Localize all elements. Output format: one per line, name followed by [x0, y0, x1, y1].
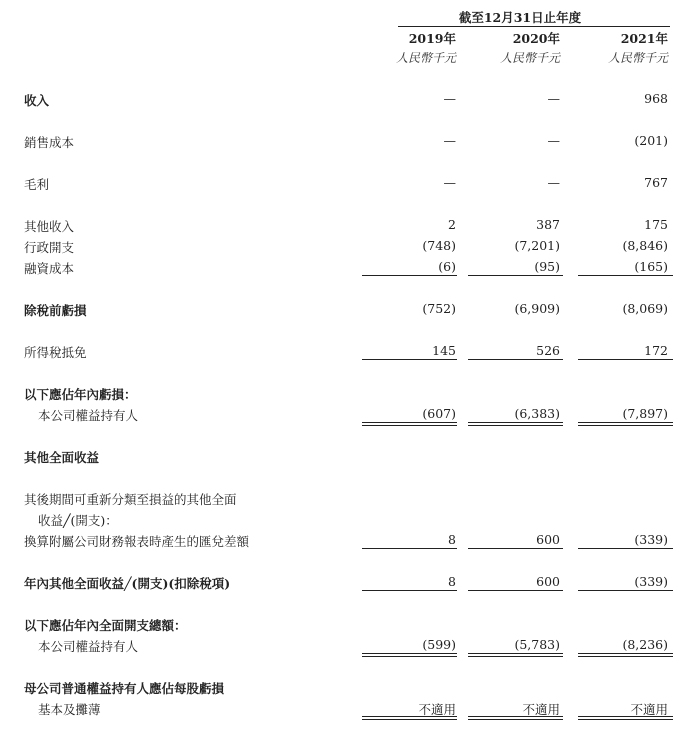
oci-net-2019: 8	[448, 574, 456, 589]
finance-costs-label: 融資成本	[24, 261, 75, 276]
loss-attrib-heading: 以下應佔年內虧損：	[24, 387, 137, 402]
finance-costs-2021: (165)	[634, 259, 668, 274]
total-double-rule-2020	[468, 422, 563, 426]
eps-heading: 母公司普通權益持有人應佔每股虧損	[24, 681, 225, 696]
other-income-label: 其他收入	[24, 219, 75, 234]
eps-basic-2021: 不適用	[630, 702, 668, 717]
tci-owners-label: 本公司權益持有人	[38, 639, 139, 654]
eps-double-rule-2021	[578, 716, 673, 720]
eps-basic-2019: 不適用	[418, 702, 456, 717]
year-2020-header: 2020年	[512, 31, 560, 46]
loss-owners-label: 本公司權益持有人	[38, 408, 139, 423]
oci-net-2020: 600	[536, 574, 560, 589]
loss-owners-2021: (7,897)	[622, 406, 668, 421]
cost-of-sales-2020: —	[547, 133, 560, 148]
admin-expenses-2019: (748)	[422, 238, 456, 253]
cost-of-sales-label: 銷售成本	[24, 135, 75, 150]
eps-basic-label: 基本及攤薄	[38, 702, 101, 717]
income-tax-credit-2020: 526	[536, 343, 560, 358]
finance-costs-2020: (95)	[534, 259, 560, 274]
tci-double-rule-2019	[362, 653, 457, 657]
oci-reclass-label-2: 收益╱(開支)：	[38, 513, 118, 528]
tci-heading: 以下應佔年內全面開支總額：	[24, 618, 187, 633]
loss-owners-2019: (607)	[422, 406, 456, 421]
tax-rule-2019	[362, 359, 457, 360]
revenue-label: 收入	[24, 93, 50, 108]
admin-expenses-2021: (8,846)	[622, 238, 668, 253]
unit-2020: 人民幣千元	[499, 51, 560, 65]
finance-costs-2019: (6)	[438, 259, 456, 274]
revenue-2021: 968	[644, 91, 668, 106]
oci-net-rule-2019	[362, 590, 457, 591]
tci-double-rule-2021	[578, 653, 673, 657]
fx-diff-2021: (339)	[634, 532, 668, 547]
fx-diff-2019: 8	[448, 532, 456, 547]
income-tax-credit-label: 所得稅抵免	[24, 345, 87, 360]
gross-profit-label: 毛利	[24, 177, 50, 192]
admin-expenses-2020: (7,201)	[514, 238, 560, 253]
eps-basic-2020: 不適用	[522, 702, 560, 717]
admin-expenses-label: 行政開支	[24, 240, 75, 255]
loss-before-tax-label: 除稅前虧損	[24, 303, 87, 318]
oci-net-rule-2021	[578, 590, 673, 591]
fx-rule-2021	[578, 548, 673, 549]
oci-net-2021: (339)	[634, 574, 668, 589]
tci-owners-2020: (5,783)	[514, 637, 560, 652]
subtotal-rule-2021	[578, 275, 673, 276]
year-2019-header: 2019年	[408, 31, 456, 46]
unit-2021: 人民幣千元	[607, 51, 668, 65]
fx-rule-2020	[468, 548, 563, 549]
loss-before-tax-2020: (6,909)	[514, 301, 560, 316]
other-income-2020: 387	[536, 217, 560, 232]
year-2021-header: 2021年	[620, 31, 668, 46]
tax-rule-2021	[578, 359, 673, 360]
income-tax-credit-2019: 145	[432, 343, 456, 358]
gross-profit-2021: 767	[644, 175, 668, 190]
total-double-rule-2019	[362, 422, 457, 426]
other-income-2019: 2	[448, 217, 456, 232]
tci-owners-2021: (8,236)	[622, 637, 668, 652]
loss-owners-2020: (6,383)	[514, 406, 560, 421]
cost-of-sales-2019: —	[443, 133, 456, 148]
gross-profit-2019: —	[443, 175, 456, 190]
fx-rule-2019	[362, 548, 457, 549]
subtotal-rule-2020	[468, 275, 563, 276]
tax-rule-2020	[468, 359, 563, 360]
income-tax-credit-2021: 172	[644, 343, 668, 358]
subtotal-rule-2019	[362, 275, 457, 276]
oci-heading: 其他全面收益	[24, 450, 100, 465]
gross-profit-2020: —	[547, 175, 560, 190]
eps-double-rule-2020	[468, 716, 563, 720]
unit-2019: 人民幣千元	[395, 51, 456, 65]
period-header: 截至12月31日止年度	[458, 10, 582, 25]
total-double-rule-2021	[578, 422, 673, 426]
tci-double-rule-2020	[468, 653, 563, 657]
header-rule	[398, 26, 670, 27]
revenue-2020: —	[547, 91, 560, 106]
oci-reclass-label-1: 其後期間可重新分類至損益的其他全面	[24, 492, 237, 507]
fx-diff-2020: 600	[536, 532, 560, 547]
loss-before-tax-2019: (752)	[422, 301, 456, 316]
revenue-2019: —	[443, 91, 456, 106]
cost-of-sales-2021: (201)	[634, 133, 668, 148]
loss-before-tax-2021: (8,069)	[622, 301, 668, 316]
tci-owners-2019: (599)	[422, 637, 456, 652]
eps-double-rule-2019	[362, 716, 457, 720]
oci-net-label: 年內其他全面收益╱(開支)(扣除稅項)	[24, 576, 231, 591]
fx-diff-label: 換算附屬公司財務報表時產生的匯兌差額	[24, 534, 250, 549]
other-income-2021: 175	[644, 217, 668, 232]
oci-net-rule-2020	[468, 590, 563, 591]
